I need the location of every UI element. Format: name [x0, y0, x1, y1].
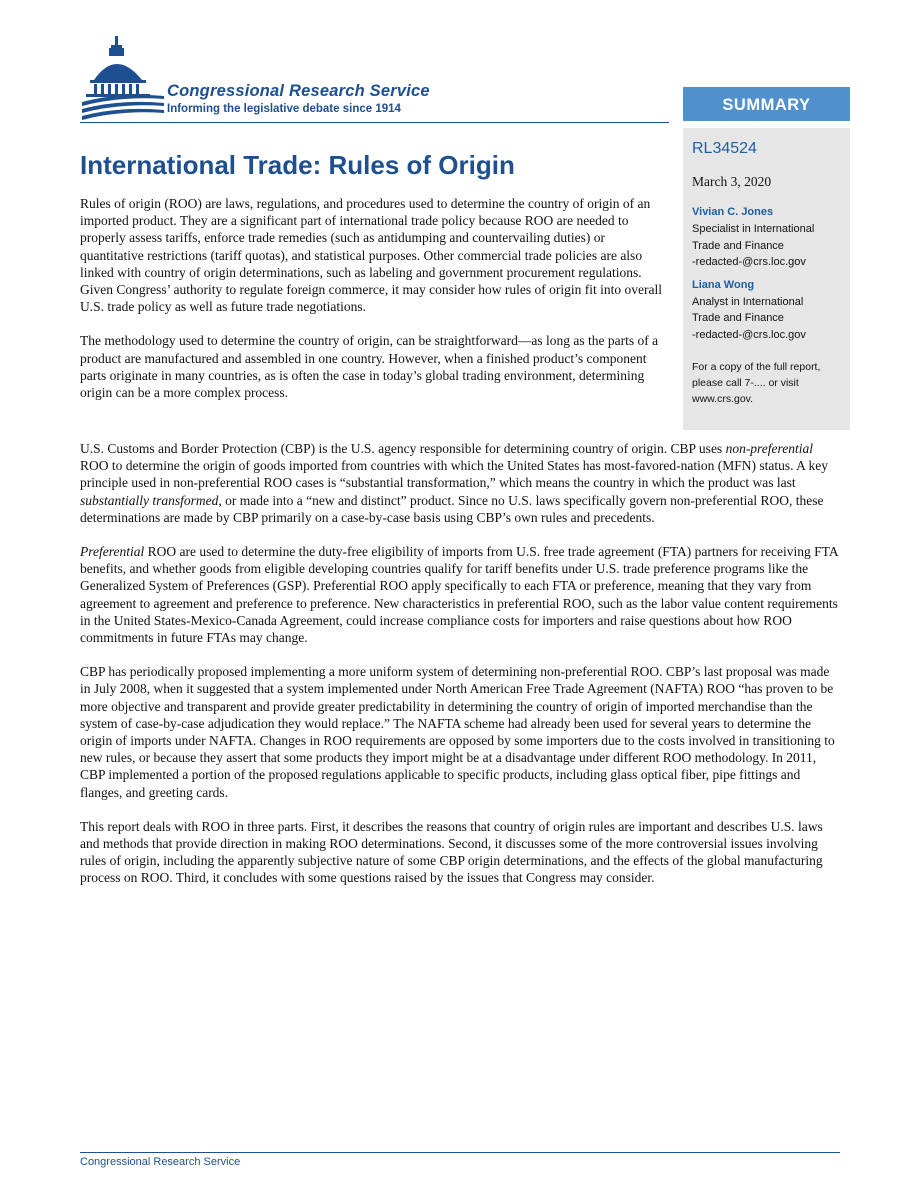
paragraph [80, 440, 840, 526]
intro-text [80, 195, 668, 418]
author-email: -redacted-@crs.loc.gov [692, 256, 806, 268]
footer-divider [80, 1152, 840, 1153]
document-title: International Trade: Rules of Origin [80, 150, 515, 180]
copy-note-line: please call 7-.... or visit [692, 377, 799, 389]
header-divider [80, 122, 669, 123]
report-date: March 3, 2020 [692, 174, 772, 189]
copy-note [692, 359, 842, 407]
emphasis: substantially transformed [80, 492, 219, 508]
text-run: U.S. Customs and Border Protection (CBP) is the U.S. agency responsible for determining country of origin. CBP uses [80, 441, 726, 456]
text-run: ROO are used to determine the duty-free eligibility of imports from U.S. free trade agreement (FTA) partners for receiving FTA benefits, and whether goods from eligible developing countries qualify for tariff benefits under U.S. trade preference programs like the Generalized System of Preferences (GSP). Preferential ROO apply specifically to each FTA or preference, meaning that they vary from agreement to agreement and preference to preference. New characteristics in preferential ROO, such as the labor value content requirements in the United States-Mexico-Canada Agreement, could increase compliance costs for importers and raise questions about how ROO commitments in future FTAs may change. [80, 544, 838, 646]
author-name: Vivian C. Jones [692, 206, 774, 218]
paragraph: The methodology used to determine the country of origin, can be straightforward—as long as the parts of a product are manufactured and assembled in one country. However, when a finished product’s component parts originate in many countries, as is often the case in today’s global trading environment, determining origin can be a more complex process. [80, 333, 659, 401]
author-name: Liana Wong [692, 278, 755, 291]
text-run: ROO to determine the origin of goods imported from countries with which the United States has most-favored-nation (MFN) status. A key principle used in non-preferential ROO cases is “substantial transformation,” which means the country in which the product was last [80, 458, 828, 491]
text-run: , or made into a “new and distinct” product. Since no U.S. laws specifically govern non-preferential ROO, these determinations are made by CBP primarily on a case-by-case basis using CBP’s own rules and precedents. [80, 492, 824, 525]
paragraph: Rules of origin (ROO) are laws, regulations, and procedures used to determine the country of origin of an imported product. They are a significant part of international trade policy because ROO are needed to properly assess tariffs, enforce trade remedies (such as antidumping and countervailing duties) or quantitative restrictions (tariff quotas), and statistical purposes. Other commercial trade policies are also linked with country of origin determinations, such as labeling and government procurement regulations. Given Congress’ authority to regulate foreign commerce, it may consider how rules of origin fit into overall U.S. trade policy as well as future trade negotiations. [80, 196, 662, 315]
paragraph [80, 543, 840, 646]
emphasis: Preferential [80, 544, 145, 560]
author-email: -redacted-@crs.loc.gov [692, 328, 806, 341]
summary-sidebar [683, 128, 850, 430]
emphasis: non-preferential [725, 441, 814, 456]
author-title: Specialist in International [692, 223, 815, 235]
crs-logo [80, 34, 480, 124]
author-title: Trade and Finance [692, 312, 784, 324]
footer-text: Congressional Research Service [80, 1156, 241, 1168]
author-title: Analyst in International [692, 295, 804, 308]
author-block [692, 206, 842, 271]
crs-website-link[interactable]: www.crs.gov. [692, 393, 754, 405]
summary-tab: SUMMARY [683, 87, 850, 121]
org-tagline: Informing the legislative debate since 1914 [167, 103, 401, 115]
report-number: RL34524 [692, 140, 757, 157]
copy-note-line: For a copy of the full report, [692, 361, 821, 373]
capitol-dome-icon [80, 34, 164, 124]
org-name: Congressional Research Service [167, 82, 430, 100]
author-block [692, 279, 842, 344]
author-title: Trade and Finance [692, 239, 784, 252]
paragraph: This report deals with ROO in three parts. First, it describes the reasons that country of origin rules are important and describes U.S. laws and methods that provide direction in making ROO determinations. Second, it discusses some of the more controversial issues involving rules of origin, including the apparently subjective nature of some CBP origin determinations, and the effects of the global manufacturing process on ROO. Third, it concludes with some questions raised by the issues that Congress may consider. [80, 818, 823, 886]
body-text [80, 440, 840, 904]
paragraph: CBP has periodically proposed implementing a more uniform system of determining non-preferential ROO. CBP’s last proposal was made in July 2008, when it suggested that a system implemented under North American Free Trade Agreement (NAFTA) ROO “has proven to be more objective and transparent and provide greater predictability in determining the country of origin of imported merchandise than the system of case-by-case adjudication they would replace.” The NAFTA scheme had already been used for several years to determine the origin of imports under NAFTA. Changes in ROO requirements are opposed by some importers due to the costs involved in transitioning to new rules, or because they assert that some products they import might be at a disadvantage under different ROO methodology. In 2011, CBP implemented a portion of the proposed regulations applicable to specific products, including glass optical fiber, pipe fittings and flanges, and greeting cards. [80, 664, 835, 800]
